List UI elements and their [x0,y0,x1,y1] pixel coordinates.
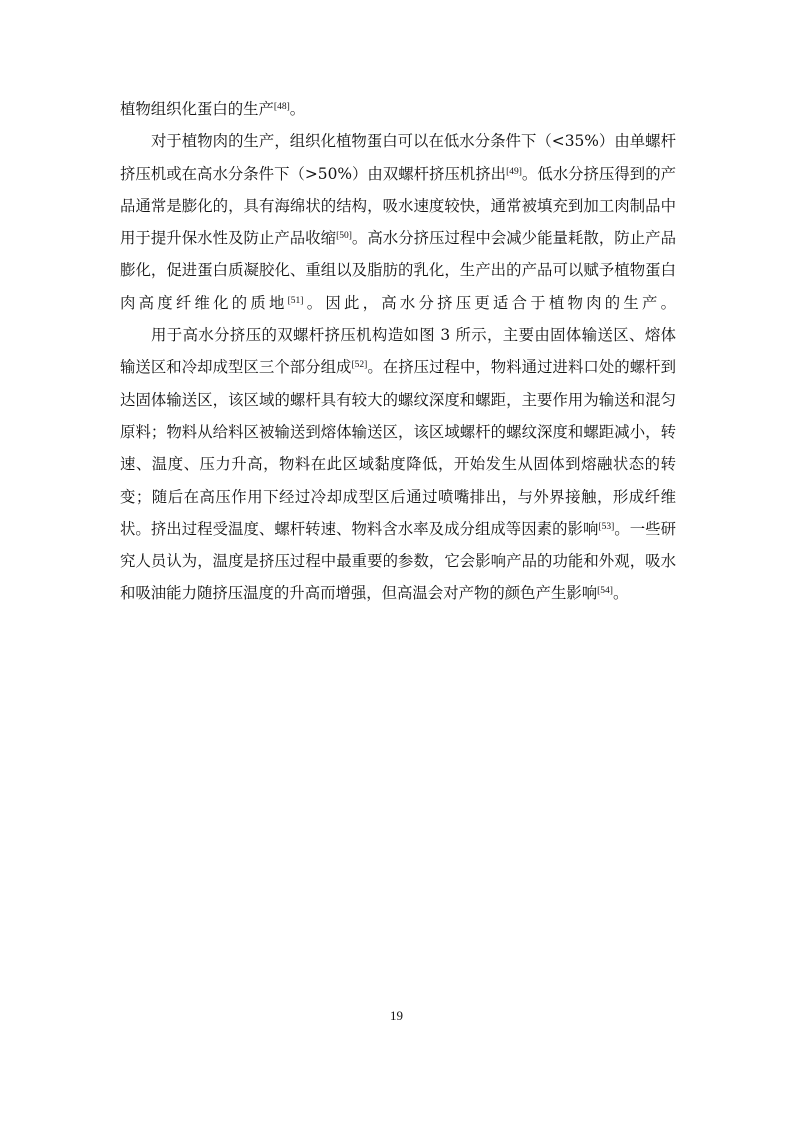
text-run: 制品中用于提升保水性及防止产品收缩 [120,196,676,248]
citation-ref: [52] [351,360,368,371]
paragraph-1 [120,93,676,125]
text-run: 。因此，高水分挤压更适合于植物肉的生产。 [303,293,676,312]
citation-ref: [49] [506,166,522,177]
text-run: 的产品通常是膨化的，具有海绵状的结构，吸水速度较快，通常被填充到加工肉 [120,164,676,215]
paragraph-3 [120,319,676,610]
text-run: 防止产品膨化，促进蛋白质凝胶化、重组以及脂肪的乳化，生产出的产品可以赋 [120,229,676,280]
text-run: 一些研究人员认为，温度是挤压过程中最重要的参数，它会影响产品的功能和外 [120,519,676,571]
citation-ref: [48] [273,102,290,112]
text-run: 植物组织化蛋白的生产 [120,100,274,118]
text-run: 。 [614,519,630,538]
text-run: 态的转变；随后在高压作用下经过冷却成型区后通过喷嘴排出，与外界接触，形 [120,455,676,506]
text-run: 观，吸水和吸油能力随挤压温度的升高而增强，但高温会对产物的颜色产生影响 [120,552,676,603]
text-run: 用于高水分挤压的双螺杆挤压机构造如图 3 所示，主要由固体输送区、熔体 [151,326,676,345]
citation-ref: [50] [336,231,352,242]
text-run: 杆挤压机或在高水分条件下（>50%）由双螺杆挤压机挤出 [120,132,676,183]
document-body [120,93,676,610]
citation-ref: [53] [598,521,615,532]
paragraph-2 [120,125,676,319]
text-run: 成纤维状。挤出过程受温度、螺杆转速、物料含水率及成分组成等因素的影响 [120,487,676,538]
text-run: 。在挤压过程中，物料通过进料口处的螺杆 [367,358,661,377]
text-run: 。 [612,584,629,603]
text-run: 予植物蛋白肉高度纤维化的质地 [120,261,676,312]
text-run: 输送区和冷却成型区三个部分组成 [120,358,352,377]
text-run: 对于植物肉的生产，组织化植物蛋白可以在低水分条件下（<35%）由单螺 [151,132,661,151]
text-run: 。 [289,100,306,118]
text-run: 混匀原料；物料从给料区被输送到熔体输送区，该区域螺杆的螺纹深度和螺距减 [120,390,676,441]
text-run: 。低水分挤压得到 [521,164,646,183]
page-number: 19 [390,1008,403,1023]
citation-ref: [54] [597,586,613,597]
text-run: 小，转速、温度、压力升高，物料在此区域黏度降低，开始发生从固体到熔融状 [120,422,676,474]
text-run: 。高水分挤压过程中会减少能量耗散， [351,229,615,248]
text-line [120,93,676,125]
citation-ref: [51] [287,295,304,306]
text-run: 到达固体输送区，该区域的螺杆具有较大的螺纹深度和螺距，主要作用为输送和 [120,358,676,409]
